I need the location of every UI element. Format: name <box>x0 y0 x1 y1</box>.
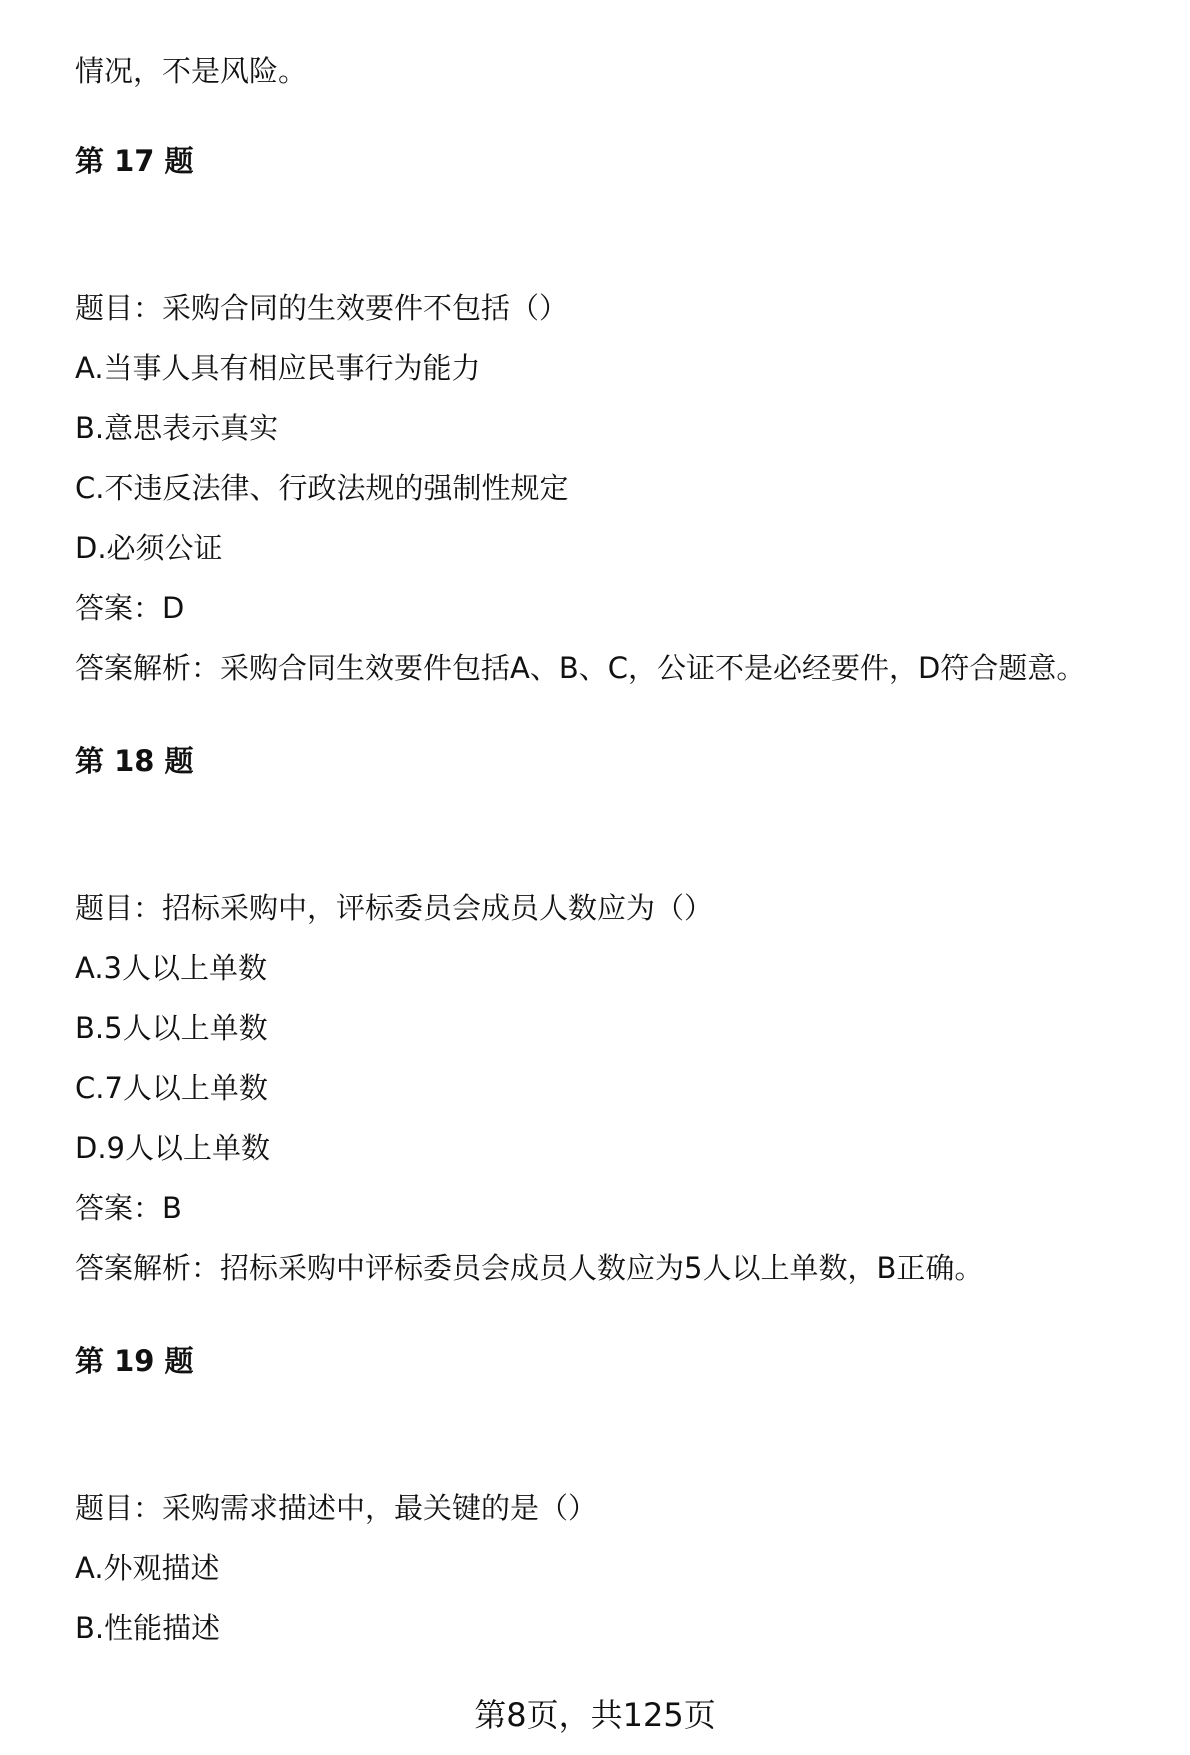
question-17-option-a: A.当事人具有相应民事行为能力 <box>75 351 481 385</box>
question-18-option-c: C.7人以上单数 <box>75 1071 268 1105</box>
question-18-answer: 答案：B <box>75 1191 182 1225</box>
question-18-heading: 第 18 题 <box>75 744 194 778</box>
question-17-option-d: D.必须公证 <box>75 531 223 565</box>
question-19-option-a: A.外观描述 <box>75 1551 220 1585</box>
question-18-option-a: A.3人以上单数 <box>75 951 267 985</box>
question-18-option-b: B.5人以上单数 <box>75 1011 268 1045</box>
question-17-analysis: 答案解析：采购合同生效要件包括A、B、C，公证不是必经要件，D符合题意。 <box>75 651 1086 685</box>
question-17-stem: 题目：采购合同的生效要件不包括（） <box>75 291 569 325</box>
question-18-analysis: 答案解析：招标采购中评标委员会成员人数应为5人以上单数，B正确。 <box>75 1251 984 1285</box>
intro-tail-text: 情况，不是风险。 <box>75 54 308 88</box>
question-19-stem: 题目：采购需求描述中，最关键的是（） <box>75 1491 598 1525</box>
question-17-option-b: B.意思表示真实 <box>75 411 279 445</box>
question-19-heading: 第 19 题 <box>75 1344 194 1378</box>
page-number-footer: 第8页，共125页 <box>474 1696 716 1734</box>
question-18-stem: 题目：招标采购中，评标委员会成员人数应为（） <box>75 891 714 925</box>
question-17-answer: 答案：D <box>75 591 185 625</box>
question-17-heading: 第 17 题 <box>75 144 194 178</box>
question-18-option-d: D.9人以上单数 <box>75 1131 270 1165</box>
question-17-option-c: C.不违反法律、行政法规的强制性规定 <box>75 471 569 505</box>
question-19-option-b: B.性能描述 <box>75 1611 221 1645</box>
